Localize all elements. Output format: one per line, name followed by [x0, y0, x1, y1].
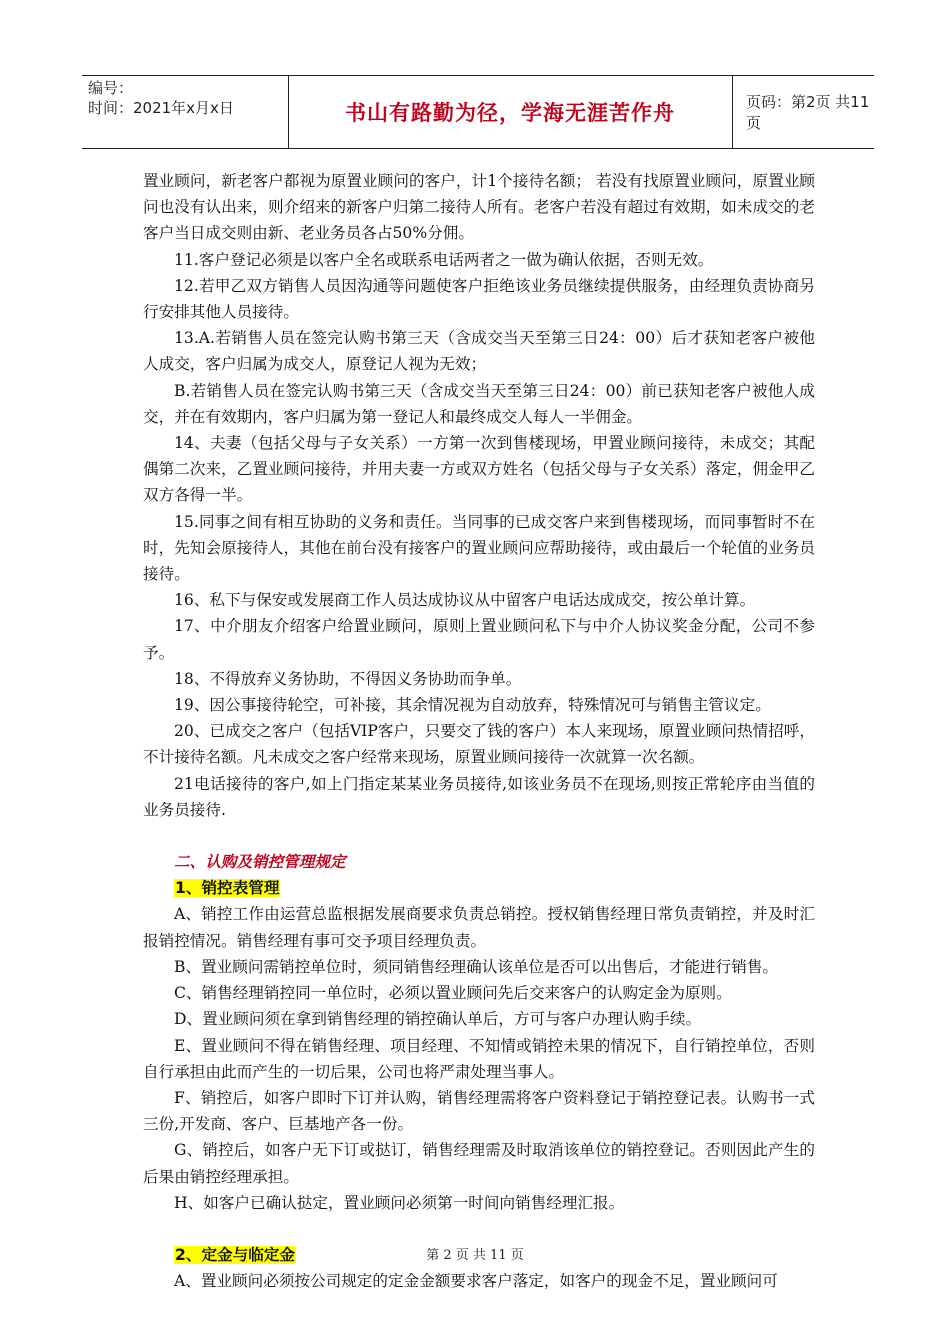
page-header [82, 75, 874, 149]
paragraph: D、置业顾问须在拿到销售经理的销控确认单后，方可与客户办理认购手续。 [174, 1010, 702, 1029]
page-footer: 第 2 页 共 11 页 [426, 1248, 524, 1263]
paragraph: A、销控工作由运营总监根据发展商要求负责总销控。授权销售经理日常负责销控，并及时汇报销控情况。销售经理有事可交予项目经理负责。 [143, 905, 815, 950]
spacer [143, 1216, 815, 1242]
paragraph: 18、不得放弃义务协助，不得因义务协助而争单。 [174, 669, 522, 688]
header-motto: 书山有路勤为径，学海无涯苦作舟 [345, 101, 675, 125]
paragraph: 21电话接待的客户,如上门指定某某业务员接待,如该业务员不在现场,则按正常轮序由当值的业务员接待. [143, 774, 815, 819]
paragraph: 19、因公事接待轮空，可补接，其余情况视为自动放弃，特殊情况可与销售主管议定。 [174, 696, 771, 715]
subsection-heading [174, 875, 815, 901]
document-body [143, 168, 815, 1294]
paragraph: B.若销售人员在签完认购书第三天（含成交当天至第三日24：00）前已获知老客户被他人成交，并在有效期内，客户归属为第一登记人和最终成交人每人一半佣金。 [143, 381, 815, 426]
time-label: 时间：2021年x月x日 [88, 99, 234, 117]
header-page-number: 页码：第2页 共11页 [746, 93, 870, 132]
paragraph: C、销售经理销控同一单位时，必须以置业顾问先后交来客户的认购定金为原则。 [174, 984, 732, 1003]
number-label: 编号： [88, 79, 134, 97]
paragraph: B、置业顾问需销控单位时，须同销售经理确认该单位是否可以出售后，才能进行销售。 [174, 957, 779, 976]
paragraph: 置业顾问，新老客户都视为原置业顾问的客户，计1个接待名额； 若没有找原置业顾问，原置业顾问也没有认出来，则介绍来的新客户归第二接待人所有。老客户若没有超过有效期，如未成交的老客户当日成交则由新、老业务员各占50%分佣。 [143, 172, 815, 243]
paragraph: 16、私下与保安或发展商工作人员达成协议从中留客户电话达成成交，按公单计算。 [174, 591, 756, 610]
spacer [143, 823, 815, 849]
paragraph: 12.若甲乙双方销售人员因沟通等问题使客户拒绝该业务员继续提供服务，由经理负责协商另行安排其他人员接待。 [143, 276, 815, 322]
paragraph: H、如客户已确认挞定，置业顾问必须第一时间向销售经理汇报。 [174, 1193, 625, 1212]
highlighted-heading: 2、定金与临定金 [175, 1245, 296, 1264]
paragraph: 14、夫妻（包括父母与子女关系）一方第一次到售楼现场，甲置业顾问接待，未成交；其配偶第二次来，乙置业顾问接待，并用夫妻一方或双方姓名（包括父母与子女关系）落定，佣金甲乙双方各得一半。 [143, 434, 815, 505]
highlighted-heading: 1、销控表管理 [175, 879, 280, 898]
paragraph: 17、中介朋友介绍客户给置业顾问，原则上置业顾问私下与中介人协议奖金分配，公司不参予。 [143, 617, 815, 662]
paragraph: F、销控后，如客户即时下订并认购，销售经理需将客户资料登记于销控登记表。认购书一式三份,开发商、客户、巨基地产各一份。 [143, 1088, 815, 1134]
paragraph: A、置业顾问必须按公司规定的定金金额要求客户落定，如客户的现金不足，置业顾问可 [174, 1272, 778, 1291]
section-heading: 二、认购及销控管理规定 [174, 853, 346, 872]
paragraph: 20、已成交之客户（包括VIP客户，只要交了钱的客户）本人来现场，原置业顾问热情招呼，不计接待名额。凡未成交之客户经常来现场，原置业顾问接待一次就算一次名额。 [143, 722, 815, 767]
header-divider [732, 76, 733, 148]
header-meta [88, 78, 288, 118]
paragraph: 13.A.若销售人员在签完认购书第三天（含成交当天至第三日24：00）后才获知老客户被他人成交，客户归属为成交人，原登记人视为无效； [143, 329, 815, 374]
paragraph: G、销控后，如客户无下订或挞订，销售经理需及时取消该单位的销控登记。否则因此产生的后果由销控经理承担。 [143, 1141, 815, 1186]
paragraph: E、置业顾问不得在销售经理、项目经理、不知情或销控未果的情况下，自行销控单位，否则自行承担由此而产生的一切后果，公司也将严肃处理当事人。 [143, 1036, 815, 1081]
paragraph: 15.同事之间有相互协助的义务和责任。当同事的已成交客户来到售楼现场，而同事暂时不在时，先知会原接待人，其他在前台没有接客户的置业顾问应帮助接待，或由最后一个轮值的业务员接待。 [143, 512, 815, 584]
paragraph: 11.客户登记必须是以客户全名或联系电话两者之一做为确认依据，否则无效。 [174, 250, 714, 269]
